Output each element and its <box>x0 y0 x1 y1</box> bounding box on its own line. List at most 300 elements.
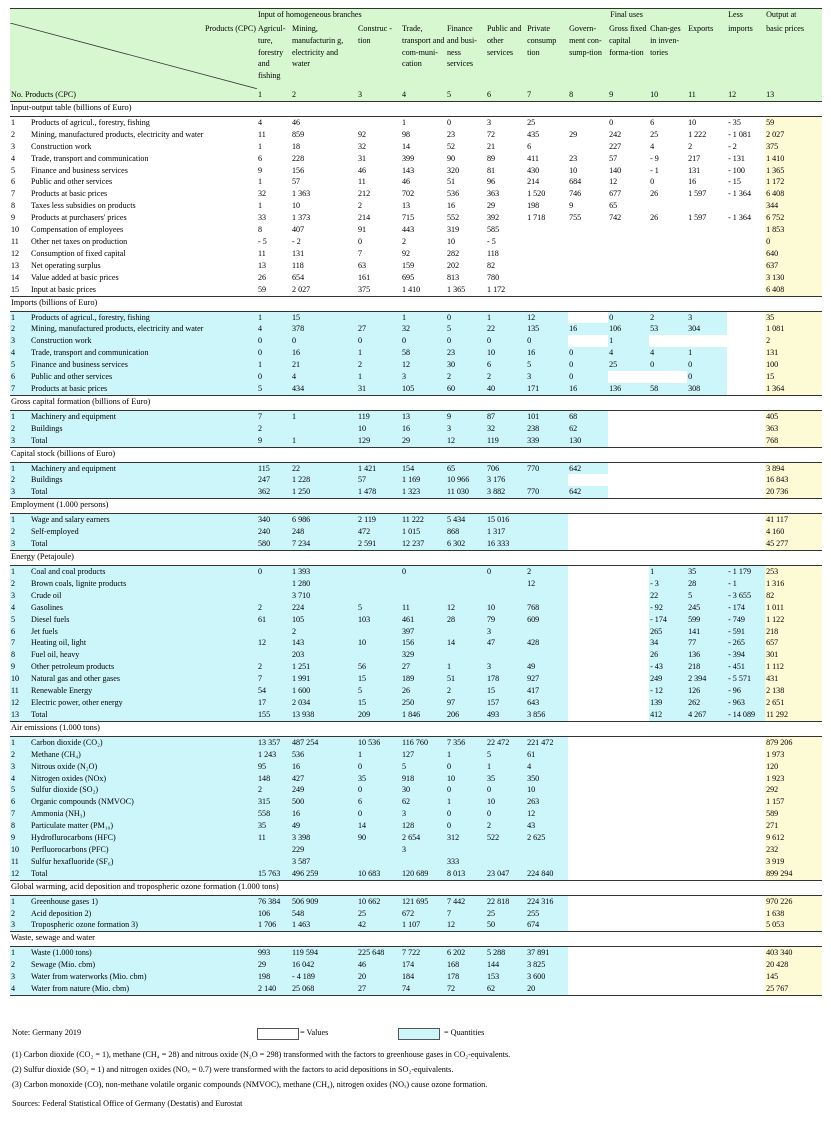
table-cell: 144 <box>486 959 526 971</box>
table-cell <box>486 649 526 661</box>
table-cell: 15 <box>765 371 822 383</box>
table-cell: 768 <box>526 602 568 614</box>
table-cell: 1 157 <box>765 796 822 808</box>
table-cell: 1 853 <box>765 224 822 236</box>
table-cell: 15 <box>291 311 357 323</box>
table-cell <box>727 236 765 248</box>
row-number: 11 <box>10 236 30 248</box>
table-cell: 1 421 <box>357 462 401 474</box>
table-cell: 1 923 <box>765 773 822 785</box>
table-cell <box>727 832 765 844</box>
table-cell: - 5 <box>257 236 291 248</box>
group-final-header: Final uses <box>526 9 727 24</box>
section-title: Gross capital formation (billions of Euro) <box>10 395 822 410</box>
table-cell <box>568 844 608 856</box>
table-cell: 12 <box>608 176 649 188</box>
table-cell: 238 <box>526 423 568 435</box>
table-cell: - 5 571 <box>727 673 765 685</box>
table-cell <box>649 272 687 284</box>
row-label: Buildings <box>30 423 257 435</box>
table-cell: 1 520 <box>526 188 568 200</box>
table-cell: 0 <box>401 566 446 578</box>
table-cell: 247 <box>257 474 291 486</box>
row-number: 11 <box>10 685 30 697</box>
table-cell: - 749 <box>727 614 765 626</box>
col-number: 7 <box>526 89 568 101</box>
table-row <box>10 844 822 856</box>
table-cell: 10 <box>568 165 608 177</box>
table-cell: 61 <box>257 614 291 626</box>
table-cell: 1 250 <box>291 486 357 498</box>
table-cell: - 394 <box>727 649 765 661</box>
table-row <box>10 248 822 260</box>
table-cell <box>727 820 765 832</box>
table-cell: 1 316 <box>765 578 822 590</box>
table-cell <box>568 971 608 983</box>
table-cell <box>649 856 687 868</box>
table-cell <box>568 566 608 578</box>
row-label: Value added at basic prices <box>30 272 257 284</box>
table-cell: 500 <box>291 796 357 808</box>
table-cell: 1 973 <box>765 749 822 761</box>
table-cell: 120 689 <box>401 868 446 880</box>
table-cell: 63 <box>357 260 401 272</box>
table-cell: 227 <box>608 141 649 153</box>
diagonal-line <box>10 23 257 89</box>
table-cell: 37 891 <box>526 947 568 959</box>
table-cell <box>649 486 687 498</box>
table-cell <box>727 284 765 296</box>
table-cell <box>526 526 568 538</box>
row-number: 8 <box>10 820 30 832</box>
table-cell: 263 <box>526 796 568 808</box>
col-header-6: Public and other services <box>486 23 526 89</box>
row-number: 1 <box>10 311 30 323</box>
col-number: 1 <box>257 89 291 101</box>
col-header-3: Construc -tion <box>357 23 401 89</box>
table-cell: 899 294 <box>765 868 822 880</box>
table-cell <box>608 526 649 538</box>
table-cell: 61 <box>526 749 568 761</box>
table-cell: 3 <box>401 371 446 383</box>
table-cell: 0 <box>357 808 401 820</box>
table-cell: 92 <box>357 129 401 141</box>
table-cell: 0 <box>608 116 649 128</box>
table-cell: 1 410 <box>765 153 822 165</box>
table-row <box>10 661 822 673</box>
col-number: 4 <box>401 89 446 101</box>
table-cell: 15 <box>357 673 401 685</box>
note-country: Note: Germany 2019 <box>12 1028 82 1037</box>
table-cell: 0 <box>568 371 608 383</box>
table-cell <box>727 736 765 748</box>
table-cell: 16 <box>446 200 486 212</box>
table-cell <box>727 311 765 323</box>
table-cell <box>608 566 649 578</box>
table-cell: - 3 655 <box>727 590 765 602</box>
table-cell: 6 202 <box>446 947 486 959</box>
table-cell: 768 <box>765 435 822 447</box>
table-cell: 0 <box>357 784 401 796</box>
table-cell <box>568 224 608 236</box>
table-cell: 0 <box>687 371 727 383</box>
table-cell: 1 <box>446 661 486 673</box>
table-cell: 202 <box>446 260 486 272</box>
table-cell <box>649 959 687 971</box>
table-cell: 79 <box>486 614 526 626</box>
table-cell <box>608 284 649 296</box>
table-cell: 1 600 <box>291 685 357 697</box>
table-cell: 339 <box>526 435 568 447</box>
table-cell <box>568 602 608 614</box>
table-cell: 399 <box>401 153 446 165</box>
table-cell <box>649 410 687 422</box>
table-cell: 2 119 <box>357 514 401 526</box>
table-cell: 715 <box>401 212 446 224</box>
table-cell: 1 <box>608 335 649 347</box>
legend-quantities-label: = Quantities <box>444 1028 485 1037</box>
table-cell: 2 <box>357 359 401 371</box>
table-cell: 242 <box>608 129 649 141</box>
table-cell: 0 <box>257 347 291 359</box>
table-cell <box>687 820 727 832</box>
table-cell <box>568 260 608 272</box>
row-label: Total <box>30 709 257 721</box>
table-cell <box>608 260 649 272</box>
table-cell: 198 <box>526 200 568 212</box>
table-cell: 115 <box>257 462 291 474</box>
table-cell: 16 843 <box>765 474 822 486</box>
table-cell: 4 <box>257 116 291 128</box>
table-cell: 10 <box>446 236 486 248</box>
table-cell: 2 651 <box>765 697 822 709</box>
table-cell: 14 <box>401 141 446 153</box>
table-cell: 0 <box>446 335 486 347</box>
col-header-2: Mining, manufacturin g, electricity and water <box>291 23 357 89</box>
table-cell <box>568 761 608 773</box>
table-cell: 221 472 <box>526 736 568 748</box>
table-cell <box>608 371 649 383</box>
table-cell <box>727 435 765 447</box>
table-cell <box>727 538 765 550</box>
table-cell: 4 <box>608 347 649 359</box>
table-row <box>10 832 822 844</box>
row-number: 12 <box>10 248 30 260</box>
table-cell: 2 027 <box>291 284 357 296</box>
table-cell: 5 <box>687 590 727 602</box>
row-label: Particulate matter (PM₁₀) <box>30 820 257 832</box>
row-label: Heating oil, light <box>30 637 257 649</box>
table-cell: 29 <box>568 129 608 141</box>
table-cell: 248 <box>291 526 357 538</box>
table-cell: 993 <box>257 947 291 959</box>
table-cell <box>687 423 727 435</box>
row-number: 9 <box>10 212 30 224</box>
table-cell: 129 <box>357 435 401 447</box>
table-cell <box>526 590 568 602</box>
table-cell: 157 <box>486 697 526 709</box>
table-cell <box>257 856 291 868</box>
table-cell <box>727 224 765 236</box>
table-cell: 16 042 <box>291 959 357 971</box>
table-cell: 2 <box>446 371 486 383</box>
table-cell <box>608 661 649 673</box>
table-cell: 10 <box>357 637 401 649</box>
table-cell <box>649 335 687 347</box>
row-label: Construction work <box>30 141 257 153</box>
table-cell: 3 <box>486 661 526 673</box>
table-cell: 159 <box>401 260 446 272</box>
table-cell <box>649 947 687 959</box>
table-cell: 12 <box>446 435 486 447</box>
table-cell: 253 <box>765 566 822 578</box>
table-cell: 1 243 <box>257 749 291 761</box>
table-cell: 16 <box>568 383 608 395</box>
table-cell: 1 365 <box>446 284 486 296</box>
table-cell: 3 <box>526 371 568 383</box>
table-cell: 13 938 <box>291 709 357 721</box>
table-cell: 131 <box>687 165 727 177</box>
table-cell: 1 373 <box>291 212 357 224</box>
table-cell <box>687 947 727 959</box>
row-number: 3 <box>10 435 30 447</box>
row-number: 3 <box>10 919 30 931</box>
table-cell: 119 <box>357 410 401 422</box>
table-cell <box>727 474 765 486</box>
table-cell: 1 478 <box>357 486 401 498</box>
row-label: Nitrogen oxides (NOx) <box>30 773 257 785</box>
table-cell: 22 472 <box>486 736 526 748</box>
table-cell <box>568 808 608 820</box>
table-cell <box>526 284 568 296</box>
table-cell: 218 <box>765 626 822 638</box>
table-cell <box>608 820 649 832</box>
table-cell: 46 <box>357 959 401 971</box>
row-label: Wage and salary earners <box>30 514 257 526</box>
row-number: 9 <box>10 832 30 844</box>
row-number: 4 <box>10 153 30 165</box>
table-cell: 2 <box>687 141 727 153</box>
table-cell: 657 <box>765 637 822 649</box>
row-label: Other net taxes on production <box>30 236 257 248</box>
table-cell: 32 <box>357 141 401 153</box>
table-cell: 375 <box>765 141 822 153</box>
table-cell: 35 <box>357 773 401 785</box>
table-cell: 292 <box>765 784 822 796</box>
section-title: Imports (billions of Euro) <box>10 296 822 311</box>
table-cell: 174 <box>401 959 446 971</box>
col-header-11: Exports <box>687 23 727 89</box>
table-row <box>10 538 822 550</box>
table-cell: 2 654 <box>401 832 446 844</box>
table-cell: 430 <box>526 165 568 177</box>
table-cell: 100 <box>765 359 822 371</box>
table-cell: 9 <box>257 165 291 177</box>
table-cell <box>687 749 727 761</box>
table-cell: 677 <box>608 188 649 200</box>
table-cell: 23 <box>446 347 486 359</box>
col-header-5: Finance and busi-ness services <box>446 23 486 89</box>
table-cell: 105 <box>291 614 357 626</box>
table-row <box>10 578 822 590</box>
table-cell: 1 <box>257 176 291 188</box>
table-cell: 13 <box>401 410 446 422</box>
group-output-header: Output at <box>765 9 822 24</box>
col-number: 5 <box>446 89 486 101</box>
table-cell: 46 <box>357 165 401 177</box>
table-cell <box>568 248 608 260</box>
table-cell: 32 <box>486 423 526 435</box>
table-cell: 0 <box>526 335 568 347</box>
table-cell: 13 <box>401 200 446 212</box>
table-cell: 68 <box>568 410 608 422</box>
table-row <box>10 709 822 721</box>
table-cell: 27 <box>357 983 401 995</box>
table-cell <box>608 808 649 820</box>
table-cell: 7 <box>257 673 291 685</box>
table-cell: 21 <box>486 141 526 153</box>
table-cell <box>608 832 649 844</box>
table-row <box>10 435 822 447</box>
table-cell: 4 160 <box>765 526 822 538</box>
table-cell: 9 <box>257 435 291 447</box>
table-cell <box>608 272 649 284</box>
table-cell: 22 <box>291 462 357 474</box>
row-number: 3 <box>10 971 30 983</box>
table-cell <box>608 423 649 435</box>
table-cell: - 1 179 <box>727 566 765 578</box>
table-cell <box>687 272 727 284</box>
table-cell: 6 <box>257 153 291 165</box>
table-cell <box>568 578 608 590</box>
table-cell: 4 267 <box>687 709 727 721</box>
table-row <box>10 649 822 661</box>
table-cell <box>608 462 649 474</box>
row-number: 2 <box>10 474 30 486</box>
table-cell: 813 <box>446 272 486 284</box>
table-cell <box>608 685 649 697</box>
table-cell <box>608 578 649 590</box>
table-cell: 2 <box>486 820 526 832</box>
row-number: 5 <box>10 359 30 371</box>
table-cell <box>608 971 649 983</box>
row-label: Nitrous oxide (N₂O) <box>30 761 257 773</box>
table-cell <box>687 856 727 868</box>
table-cell: 27 <box>401 661 446 673</box>
table-cell: 1 <box>446 749 486 761</box>
table-cell <box>568 649 608 661</box>
table-cell: 1 410 <box>401 284 446 296</box>
table-cell <box>401 856 446 868</box>
table-cell <box>486 578 526 590</box>
table-cell: 28 <box>446 614 486 626</box>
table-cell: 1 364 <box>765 383 822 395</box>
table-cell <box>568 796 608 808</box>
table-cell <box>608 697 649 709</box>
table-cell: 1 081 <box>765 323 822 335</box>
table-cell: 212 <box>357 188 401 200</box>
table-cell: 536 <box>291 749 357 761</box>
table-cell: 487 254 <box>291 736 357 748</box>
table-cell: 25 068 <box>291 983 357 995</box>
table-cell: 6 408 <box>765 284 822 296</box>
table-cell: 7 356 <box>446 736 486 748</box>
table-cell: 3 <box>446 423 486 435</box>
row-number: 9 <box>10 661 30 673</box>
table-cell: 250 <box>401 697 446 709</box>
table-cell <box>649 200 687 212</box>
table-cell: 76 384 <box>257 895 291 907</box>
section-header <box>10 296 822 311</box>
table-cell <box>727 347 765 359</box>
table-cell <box>526 474 568 486</box>
table-cell: 25 <box>486 908 526 920</box>
legend-values-label: = Values <box>300 1028 329 1037</box>
table-row <box>10 347 822 359</box>
table-cell: 42 <box>357 919 401 931</box>
table-cell <box>608 773 649 785</box>
row-number: 4 <box>10 602 30 614</box>
table-cell: 522 <box>486 832 526 844</box>
table-cell <box>526 649 568 661</box>
table-cell: - 451 <box>727 661 765 673</box>
table-cell: 411 <box>526 153 568 165</box>
table-cell <box>649 462 687 474</box>
table-cell: 12 <box>446 919 486 931</box>
row-label: Products at basic prices <box>30 383 257 395</box>
table-cell <box>608 486 649 498</box>
group-less-header: Less <box>727 9 765 24</box>
table-cell: 407 <box>291 224 357 236</box>
row-label-header: No. Products (CPC) <box>10 89 257 101</box>
row-label: Sulfur dioxide (SO₂) <box>30 784 257 796</box>
row-number: 1 <box>10 514 30 526</box>
table-cell: 5 <box>401 761 446 773</box>
table-cell <box>687 919 727 931</box>
row-label: Consumption of fixed capital <box>30 248 257 260</box>
row-number: 3 <box>10 141 30 153</box>
table-row <box>10 260 822 272</box>
table-cell: 435 <box>526 129 568 141</box>
row-label: Mining, manufactured products, electricity and water <box>30 129 257 141</box>
table-row <box>10 919 822 931</box>
col-header-13: basic prices <box>765 23 822 89</box>
table-cell <box>608 784 649 796</box>
table-cell: 203 <box>291 649 357 661</box>
table-cell <box>257 844 291 856</box>
table-cell: 16 <box>568 323 608 335</box>
table-cell <box>649 284 687 296</box>
table-cell: 5 <box>357 602 401 614</box>
table-cell: 54 <box>257 685 291 697</box>
table-cell: 3 <box>486 116 526 128</box>
table-cell: 1 169 <box>401 474 446 486</box>
row-label: Public and other services <box>30 371 257 383</box>
table-cell <box>568 709 608 721</box>
table-cell: 12 <box>526 578 568 590</box>
table-cell: 1 706 <box>257 919 291 931</box>
table-cell: 53 <box>649 323 687 335</box>
table-row <box>10 856 822 868</box>
table-cell: 3 600 <box>526 971 568 983</box>
table-row <box>10 153 822 165</box>
table-cell <box>357 116 401 128</box>
table-cell: 49 <box>291 820 357 832</box>
table-cell: 232 <box>765 844 822 856</box>
table-cell: 1 597 <box>687 188 727 200</box>
table-cell <box>526 626 568 638</box>
table-row <box>10 474 822 486</box>
